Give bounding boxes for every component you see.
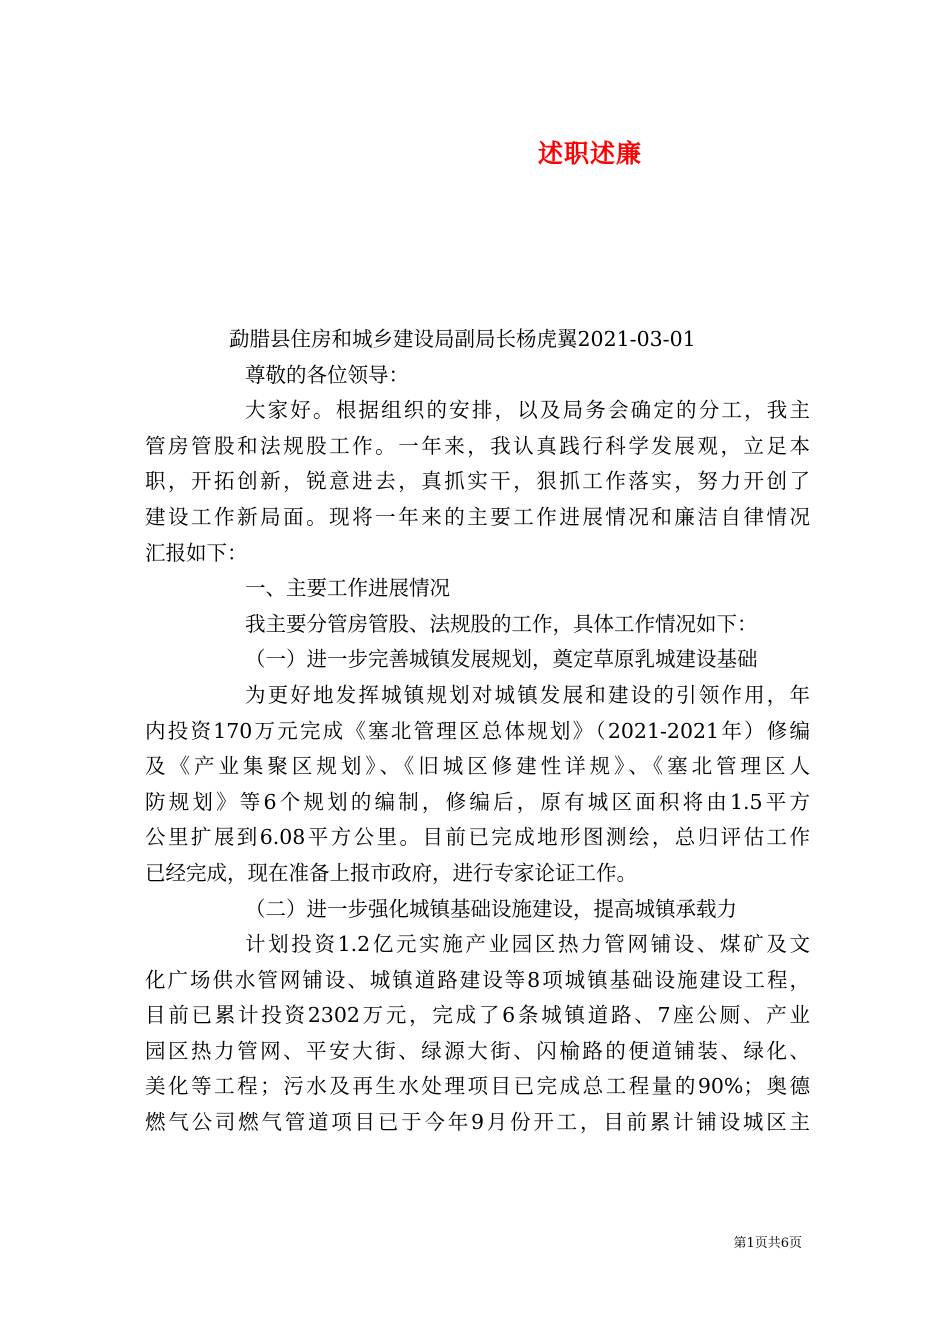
paragraph-line: 内投资170万元完成《塞北管理区总体规划》（2021-2021年）修编	[145, 718, 810, 743]
document-body	[145, 322, 810, 1141]
paragraph-line: 化广场供水管网铺设、城镇道路建设等8项城镇基础设施建设工程，	[145, 967, 810, 992]
paragraph-line: 职，开拓创新，锐意进去，真抓实干，狠抓工作落实，努力开创了	[145, 469, 810, 494]
paragraph-line: 美化等工程；污水及再生水处理项目已完成总工程量的90%；奥德	[145, 1074, 810, 1099]
paragraph-line: 防规划》等6个规划的编制，修编后，原有城区面积将由1.5平方	[145, 789, 810, 814]
paragraph-line: 我主要分管房管股、法规股的工作，具体工作情况如下：	[245, 611, 758, 636]
paragraph-line: 目前已累计投资2302万元，完成了6条城镇道路、7座公厕、产业	[145, 1003, 810, 1028]
author-date-line: 勐腊县住房和城乡建设局副局长杨虎翼2021-03-01	[229, 327, 696, 351]
paragraph-line: 计划投资1.2亿元实施产业园区热力管网铺设、煤矿及文	[245, 932, 810, 957]
document-title: 述职述廉	[537, 139, 642, 168]
paragraph-line: 为更好地发挥城镇规划对城镇发展和建设的引领作用，年	[245, 682, 810, 707]
paragraph-line: 管房管股和法规股工作。一年来，我认真践行科学发展观，立足本	[145, 433, 810, 458]
paragraph-line: 及《产业集聚区规划》、《旧城区修建性详规》、《塞北管理区人	[145, 754, 810, 779]
paragraph-line: 大家好。根据组织的安排，以及局务会确定的分工，我主	[245, 398, 810, 423]
section-heading: 一、主要工作进展情况	[245, 576, 450, 601]
paragraph-line: 公里扩展到6.08平方公里。目前已完成地形图测绘，总归评估工作	[145, 825, 810, 850]
subsection-heading: （二）进一步强化城镇基础设施建设，提高城镇承载力	[245, 896, 737, 921]
paragraph-line: 燃气公司燃气管道项目已于今年9月份开工，目前累计铺设城区主	[145, 1110, 810, 1135]
subsection-heading: （一）进一步完善城镇发展规划，奠定草原乳城建设基础	[245, 647, 758, 672]
page-number-footer: 第1页共6页	[733, 1236, 802, 1251]
paragraph-line: 建设工作新局面。现将一年来的主要工作进展情况和廉洁自律情况	[145, 504, 810, 529]
paragraph-line: 汇报如下：	[145, 540, 248, 565]
paragraph-line: 园区热力管网、平安大街、绿源大街、闪榆路的便道铺装、绿化、	[145, 1038, 810, 1063]
salutation: 尊敬的各位领导：	[245, 362, 409, 387]
paragraph-line: 已经完成，现在准备上报市政府，进行专家论证工作。	[145, 860, 637, 885]
